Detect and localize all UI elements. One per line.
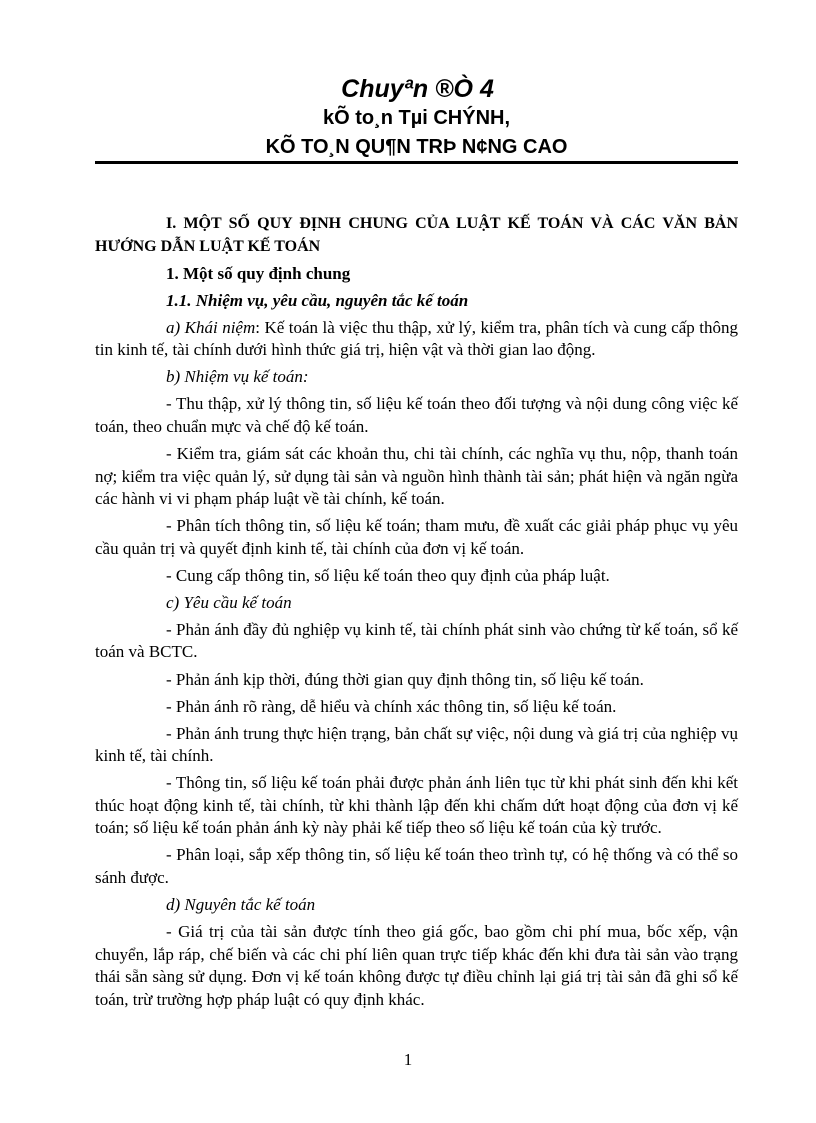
chapter-subtitle-line-2: KÕ TO¸N QU¶N TRÞ N¢NG CAO [265, 136, 568, 158]
section-heading: I. MỘT SỐ QUY ĐỊNH CHUNG CỦA LUẬT KẾ TOÁN VÀ CÁC VĂN BẢN HƯỚNG DẪN LUẬT KẾ TOÁN [95, 215, 738, 255]
concept-paragraph [95, 317, 738, 362]
task-item: - Kiểm tra, giám sát các khoản thu, chi tài chính, các nghĩa vụ thu, nộp, thanh toán nợ; kiểm tra việc quản lý, sử dụng tài sản và nguồn hình thành tài sản; phát hiện và ngăn ngừa các hành vi vi phạm pháp luật về tài chính, kế toán. [95, 444, 738, 509]
tasks-heading: b) Nhiệm vụ kế toán: [166, 367, 309, 387]
subsection-heading: 1. Một số quy định chung [166, 263, 351, 283]
requirement-item: - Phản ánh trung thực hiện trạng, bản chất sự việc, nội dung và giá trị của nghiệp vụ kinh tế, tài chính. [95, 723, 738, 766]
principles-heading: d) Nguyên tắc kế toán [166, 895, 316, 914]
requirement-item: - Phản ánh đầy đủ nghiệp vụ kinh tế, tài chính phát sinh vào chứng từ kế toán, sổ kế toán và BCTC. [95, 619, 738, 662]
concept-label: a) Khái niệm [166, 317, 256, 337]
requirements-heading: c) Yêu cầu kế toán [166, 592, 292, 612]
chapter-title: Chuyªn ®Ò 4 [341, 75, 494, 103]
subsubsection-heading: 1.1. Nhiệm vụ, yêu cầu, nguyên tắc kế toán [166, 290, 469, 310]
requirement-item: - Phản ánh rõ ràng, dễ hiểu và chính xác thông tin, số liệu kế toán. [166, 696, 617, 716]
header-divider [95, 161, 738, 164]
principle-item: - Giá trị của tài sản được tính theo giá gốc, bao gồm chi phí mua, bốc xếp, vận chuyển, lắp ráp, chế biến và các chi phí liên quan trực tiếp khác đến khi đưa tài sản vào trạng thái sẵn sàng sử dụng. Đơn vị kế toán không được tự điều chỉnh lại giá trị tài sản đã ghi sổ kế toán, trừ trường hợp pháp luật có quy định khác. [95, 922, 738, 1009]
requirement-item: - Phân loại, sắp xếp thông tin, số liệu kế toán theo trình tự, có hệ thống và có thể so sánh được. [95, 845, 738, 887]
chapter-header [95, 74, 738, 162]
chapter-subtitle-line-1: kÕ to¸n Tµi CHÝNH, [322, 107, 511, 129]
requirement-item: - Phản ánh kịp thời, đúng thời gian quy định thông tin, số liệu kế toán. [166, 669, 644, 689]
task-item: - Phân tích thông tin, số liệu kế toán; tham mưu, đề xuất các giải pháp phục vụ yêu cầu quản trị và quyết định kinh tế, tài chính của đơn vị kế toán. [95, 516, 738, 558]
page-number: 1 [403, 1050, 413, 1069]
requirement-item: - Thông tin, số liệu kế toán phải được phản ánh liên tục từ khi phát sinh đến khi kết thúc hoạt động kinh tế, tài chính, từ khi thành lập đến khi chấm dứt hoạt động của đơn vị kế toán; số liệu kế toán phản ánh kỳ này phải kế tiếp theo số liệu kế toán của kỳ trước. [95, 773, 738, 838]
task-item: - Thu thập, xử lý thông tin, số liệu kế toán theo đối tượng và nội dung công việc kế toán, theo chuẩn mực và chế độ kế toán. [95, 394, 738, 436]
task-item: - Cung cấp thông tin, số liệu kế toán theo quy định của pháp luật. [166, 565, 610, 585]
document-body [95, 213, 738, 1016]
concept-text: : Kế toán là việc thu thập, xử lý, kiểm tra, phân tích và cung cấp thông tin kinh tế, tài chính dưới hình thức giá trị, hiện vật và thời gian lao động. [95, 317, 738, 360]
